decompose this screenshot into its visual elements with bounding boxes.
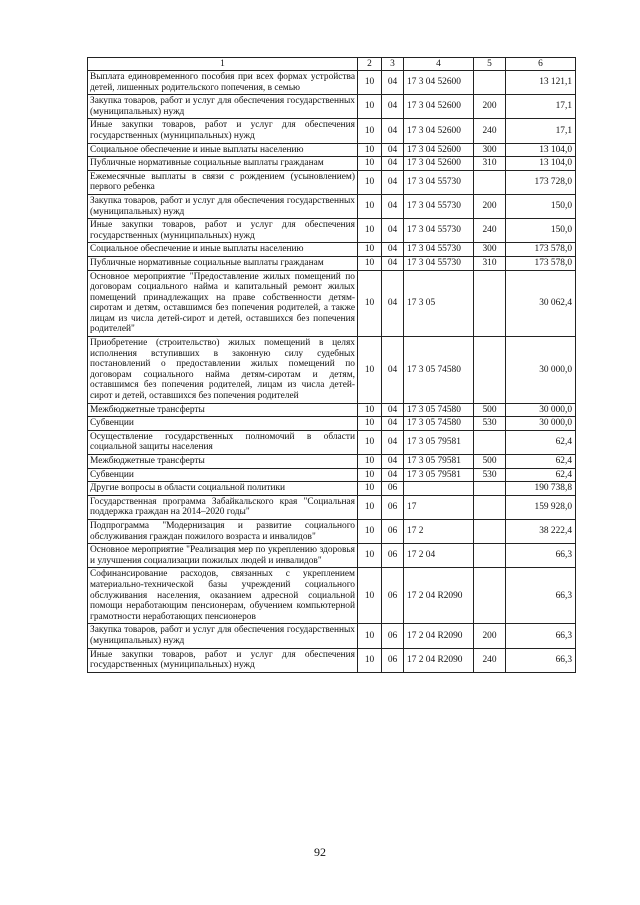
row-name: Публичные нормативные социальные выплаты гражданам: [88, 157, 358, 171]
target-article-code: 17 3 04 55730: [404, 256, 474, 270]
row-name: Основное мероприятие "Предоставление жилых помещений по договорам социального найма и капитальный ремонт жилых помещений принадлежащих на праве собственности детям-сиротам и детям, оставшимся без попечения родителей, а также лицам из числа детей-сирот и детей, оставшихся без попечения родителей": [88, 270, 358, 337]
section-code: 10: [358, 119, 382, 143]
table-row: [88, 119, 576, 143]
target-article-code: 17 3 05: [404, 270, 474, 337]
table-row: [88, 544, 576, 568]
table-row: [88, 270, 576, 337]
table-row: [88, 71, 576, 95]
subsection-code: 04: [382, 219, 404, 243]
subsection-code: 06: [382, 519, 404, 543]
budget-table: [87, 57, 576, 673]
expense-type-code: 200: [474, 624, 506, 648]
target-article-code: 17 3 04 52600: [404, 71, 474, 95]
column-header: 2: [358, 58, 382, 71]
expense-type-code: 240: [474, 119, 506, 143]
section-code: 10: [358, 219, 382, 243]
amount: 150,0: [506, 219, 576, 243]
expense-type-code: 530: [474, 417, 506, 431]
target-article-code: 17 2 04: [404, 544, 474, 568]
table-row: [88, 568, 576, 624]
amount: 173 578,0: [506, 256, 576, 270]
section-code: 10: [358, 568, 382, 624]
target-article-code: 17 3 05 74580: [404, 403, 474, 417]
expense-type-code: 310: [474, 157, 506, 171]
row-name: Выплата единовременного пособия при всех формах устройства детей, лишенных родительского попечения, в семью: [88, 71, 358, 95]
target-article-code: 17: [404, 495, 474, 519]
row-name: Государственная программа Забайкальского края "Социальная поддержка граждан на 2014–2020 годы": [88, 495, 358, 519]
section-code: 10: [358, 430, 382, 454]
amount: 159 928,0: [506, 495, 576, 519]
row-name: Субвенции: [88, 468, 358, 482]
row-name: Социальное обеспечение и иные выплаты населению: [88, 143, 358, 157]
table-row: [88, 337, 576, 404]
amount: 30 000,0: [506, 403, 576, 417]
section-code: 10: [358, 648, 382, 672]
section-code: 10: [358, 624, 382, 648]
row-name: Закупка товаров, работ и услуг для обеспечения государственных (муниципальных) нужд: [88, 194, 358, 218]
target-article-code: 17 3 04 55730: [404, 243, 474, 257]
row-name: Межбюджетные трансферты: [88, 403, 358, 417]
subsection-code: 04: [382, 95, 404, 119]
row-name: Социальное обеспечение и иные выплаты населению: [88, 243, 358, 257]
subsection-code: 04: [382, 337, 404, 404]
expense-type-code: [474, 71, 506, 95]
section-code: 10: [358, 256, 382, 270]
expense-type-code: 310: [474, 256, 506, 270]
subsection-code: 04: [382, 403, 404, 417]
section-code: 10: [358, 243, 382, 257]
table-row: [88, 495, 576, 519]
target-article-code: 17 3 05 74580: [404, 337, 474, 404]
amount: 13 104,0: [506, 157, 576, 171]
table-row: [88, 243, 576, 257]
target-article-code: 17 3 04 52600: [404, 119, 474, 143]
table-row: [88, 519, 576, 543]
table-row: [88, 417, 576, 431]
section-code: 10: [358, 544, 382, 568]
expense-type-code: [474, 270, 506, 337]
expense-type-code: 240: [474, 648, 506, 672]
row-name: Приобретение (строительство) жилых помещений в целях исполнения вступивших в законную силу судебных постановлений о предоставлении жилых помещений по договорам социального найма детям-сиротам и детям, оставшимся без попечения родителей, лицам из числа детей-сирот и детей, оставшихся без попечения родителей: [88, 337, 358, 404]
section-code: 10: [358, 417, 382, 431]
row-name: Публичные нормативные социальные выплаты гражданам: [88, 256, 358, 270]
subsection-code: 04: [382, 430, 404, 454]
amount: 30 000,0: [506, 417, 576, 431]
column-header: 4: [404, 58, 474, 71]
expense-type-code: 500: [474, 403, 506, 417]
amount: 38 222,4: [506, 519, 576, 543]
table-row: [88, 143, 576, 157]
row-name: Основное мероприятие "Реализация мер по укреплению здоровья и улучшения социализации пожилых людей и инвалидов": [88, 544, 358, 568]
section-code: 10: [358, 403, 382, 417]
target-article-code: [404, 482, 474, 496]
section-code: 10: [358, 71, 382, 95]
row-name: Ежемесячные выплаты в связи с рождением (усыновлением) первого ребенка: [88, 170, 358, 194]
section-code: 10: [358, 170, 382, 194]
table-row: [88, 468, 576, 482]
expense-type-code: 200: [474, 194, 506, 218]
row-name: Иные закупки товаров, работ и услуг для обеспечения государственных (муниципальных) нужд: [88, 119, 358, 143]
subsection-code: 06: [382, 624, 404, 648]
table-row: [88, 455, 576, 469]
expense-type-code: [474, 170, 506, 194]
section-code: 10: [358, 143, 382, 157]
amount: 173 578,0: [506, 243, 576, 257]
amount: 13 104,0: [506, 143, 576, 157]
target-article-code: 17 3 04 55730: [404, 194, 474, 218]
table-row: [88, 648, 576, 672]
target-article-code: 17 3 04 52600: [404, 95, 474, 119]
section-code: 10: [358, 519, 382, 543]
subsection-code: 06: [382, 495, 404, 519]
table-row: [88, 430, 576, 454]
amount: 17,1: [506, 119, 576, 143]
expense-type-code: [474, 544, 506, 568]
column-header: 5: [474, 58, 506, 71]
amount: 66,3: [506, 648, 576, 672]
row-name: Другие вопросы в области социальной политики: [88, 482, 358, 496]
section-code: 10: [358, 337, 382, 404]
section-code: 10: [358, 194, 382, 218]
table-header-row: [88, 58, 576, 71]
row-name: Осуществление государственных полномочий в области социальной защиты населения: [88, 430, 358, 454]
amount: 173 728,0: [506, 170, 576, 194]
amount: 62,4: [506, 468, 576, 482]
table-body: [88, 58, 576, 673]
expense-type-code: 200: [474, 95, 506, 119]
expense-type-code: [474, 519, 506, 543]
subsection-code: 06: [382, 544, 404, 568]
amount: 66,3: [506, 624, 576, 648]
table-row: [88, 170, 576, 194]
column-header: 3: [382, 58, 404, 71]
column-header: 1: [88, 58, 358, 71]
expense-type-code: 300: [474, 143, 506, 157]
target-article-code: 17 3 05 79581: [404, 430, 474, 454]
amount: 66,3: [506, 568, 576, 624]
subsection-code: 04: [382, 119, 404, 143]
subsection-code: 04: [382, 256, 404, 270]
page-number: 92: [314, 845, 326, 859]
row-name: Иные закупки товаров, работ и услуг для обеспечения государственных (муниципальных) нужд: [88, 219, 358, 243]
target-article-code: 17 3 04 52600: [404, 143, 474, 157]
table-row: [88, 219, 576, 243]
target-article-code: 17 3 05 74580: [404, 417, 474, 431]
target-article-code: 17 2 04 R2090: [404, 624, 474, 648]
expense-type-code: [474, 430, 506, 454]
subsection-code: 04: [382, 194, 404, 218]
subsection-code: 06: [382, 568, 404, 624]
target-article-code: 17 3 05 79581: [404, 455, 474, 469]
table-row: [88, 256, 576, 270]
subsection-code: 04: [382, 417, 404, 431]
amount: 62,4: [506, 455, 576, 469]
expense-type-code: [474, 337, 506, 404]
target-article-code: 17 2 04 R2090: [404, 648, 474, 672]
table-row: [88, 95, 576, 119]
amount: 30 062,4: [506, 270, 576, 337]
target-article-code: 17 3 04 55730: [404, 219, 474, 243]
target-article-code: 17 3 04 52600: [404, 157, 474, 171]
row-name: Подпрограмма "Модернизация и развитие социального обслуживания граждан пожилого возраста и инвалидов": [88, 519, 358, 543]
target-article-code: 17 2: [404, 519, 474, 543]
subsection-code: 04: [382, 71, 404, 95]
section-code: 10: [358, 482, 382, 496]
amount: 30 000,0: [506, 337, 576, 404]
expense-type-code: [474, 482, 506, 496]
section-code: 10: [358, 468, 382, 482]
expense-type-code: 530: [474, 468, 506, 482]
amount: 13 121,1: [506, 71, 576, 95]
row-name: Межбюджетные трансферты: [88, 455, 358, 469]
section-code: 10: [358, 95, 382, 119]
amount: 17,1: [506, 95, 576, 119]
subsection-code: 04: [382, 157, 404, 171]
subsection-code: 04: [382, 243, 404, 257]
amount: 66,3: [506, 544, 576, 568]
target-article-code: 17 3 05 79581: [404, 468, 474, 482]
subsection-code: 04: [382, 455, 404, 469]
column-header: 6: [506, 58, 576, 71]
target-article-code: 17 3 04 55730: [404, 170, 474, 194]
row-name: Закупка товаров, работ и услуг для обеспечения государственных (муниципальных) нужд: [88, 95, 358, 119]
expense-type-code: 240: [474, 219, 506, 243]
section-code: 10: [358, 455, 382, 469]
section-code: 10: [358, 270, 382, 337]
section-code: 10: [358, 495, 382, 519]
subsection-code: 06: [382, 482, 404, 496]
subsection-code: 04: [382, 468, 404, 482]
row-name: Иные закупки товаров, работ и услуг для обеспечения государственных (муниципальных) нужд: [88, 648, 358, 672]
row-name: Субвенции: [88, 417, 358, 431]
table-row: [88, 482, 576, 496]
section-code: 10: [358, 157, 382, 171]
expense-type-code: 500: [474, 455, 506, 469]
expense-type-code: [474, 495, 506, 519]
row-name: Софинансирование расходов, связанных с укреплением материально-технической базы учреждений социального обслуживания населения, оказанием адресной социальной помощи неработающим пенсионерам, обучением компьютерной грамотности неработающих пенсионеров: [88, 568, 358, 624]
expense-type-code: 300: [474, 243, 506, 257]
table-row: [88, 157, 576, 171]
amount: 190 738,8: [506, 482, 576, 496]
table-row: [88, 624, 576, 648]
row-name: Закупка товаров, работ и услуг для обеспечения государственных (муниципальных) нужд: [88, 624, 358, 648]
amount: 62,4: [506, 430, 576, 454]
subsection-code: 04: [382, 143, 404, 157]
subsection-code: 04: [382, 170, 404, 194]
subsection-code: 04: [382, 270, 404, 337]
table-row: [88, 194, 576, 218]
subsection-code: 06: [382, 648, 404, 672]
target-article-code: 17 2 04 R2090: [404, 568, 474, 624]
expense-type-code: [474, 568, 506, 624]
table-row: [88, 403, 576, 417]
amount: 150,0: [506, 194, 576, 218]
